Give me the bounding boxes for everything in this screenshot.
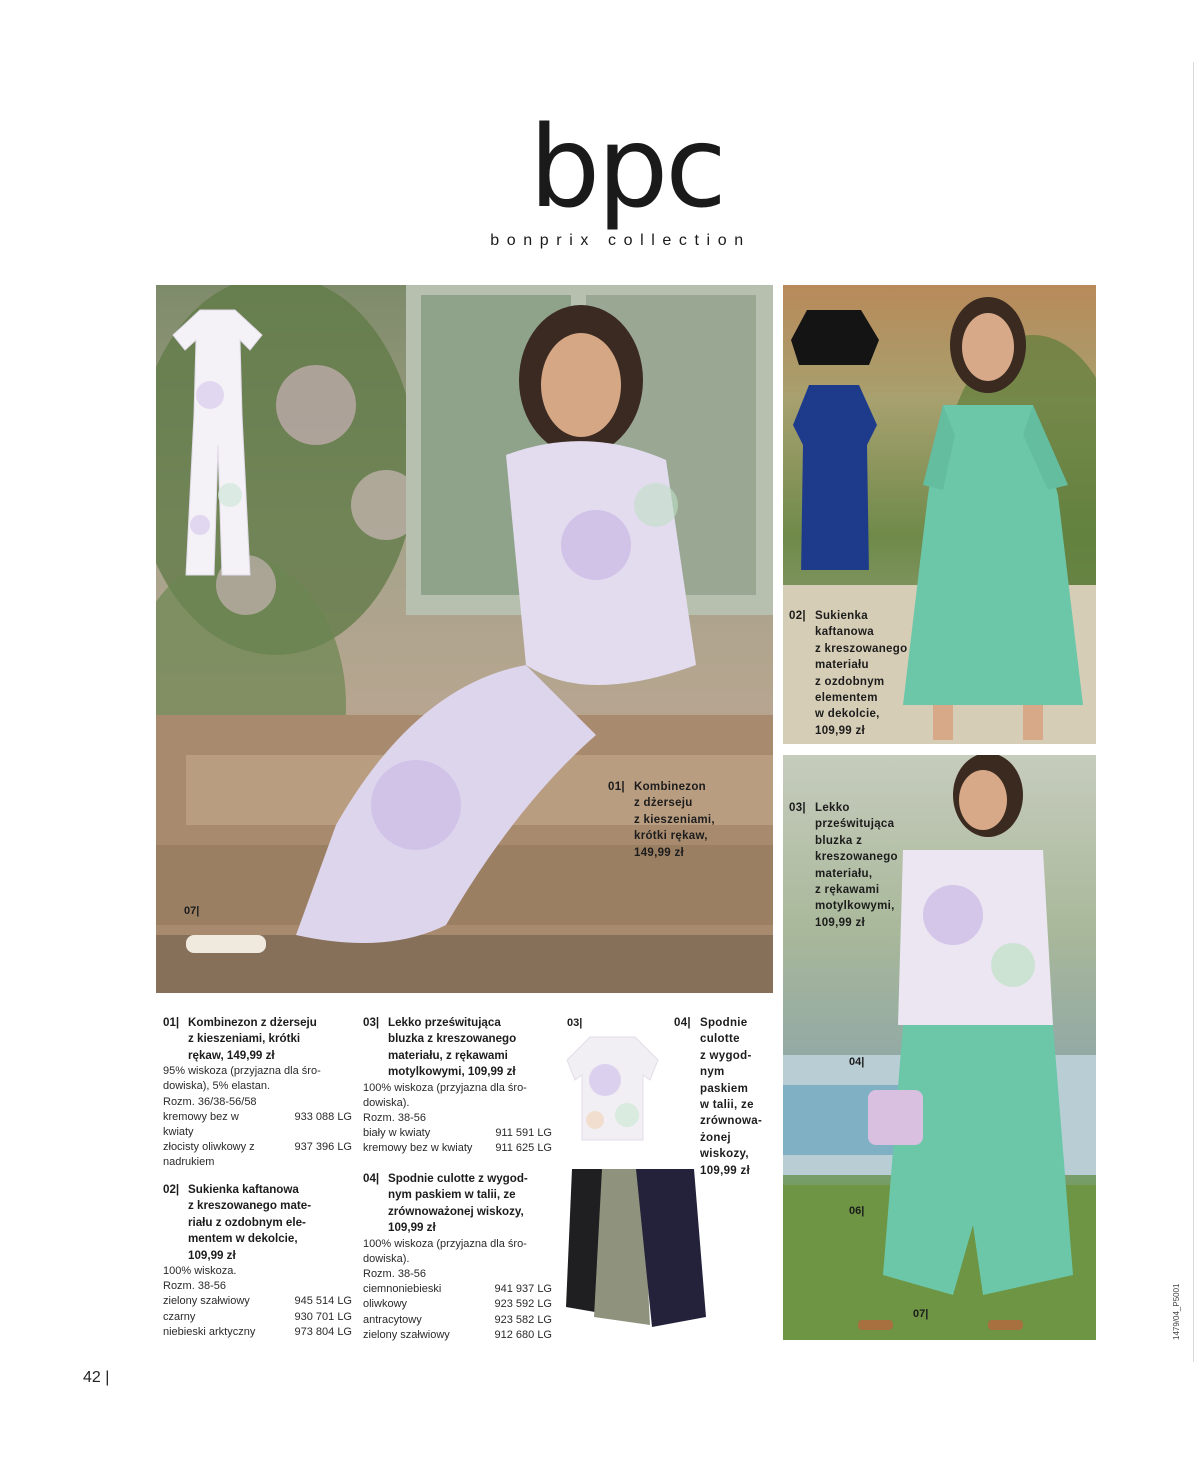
variant-row bbox=[163, 1294, 352, 1309]
brand-tagline: bonprix collection bbox=[490, 232, 751, 249]
photo-tag-07: 07| bbox=[913, 1308, 929, 1320]
product-description: 100% wiskoza (przyjazna dla śro- dowiska). Rozm. 38-56 bbox=[363, 1081, 527, 1125]
product-block-04 bbox=[363, 1171, 552, 1343]
variant-code: 923 592 LG bbox=[494, 1298, 552, 1311]
product-number: 02| bbox=[163, 1183, 180, 1196]
variant-row bbox=[163, 1110, 352, 1140]
variant-code: 937 396 LG bbox=[294, 1141, 352, 1154]
photo-tag-04: 04| bbox=[849, 1056, 865, 1068]
variant-code: 930 701 LG bbox=[294, 1310, 352, 1323]
product-title bbox=[163, 1015, 352, 1064]
variant-color: zielony szałwiowy bbox=[363, 1328, 450, 1341]
product-number: 03| bbox=[363, 1016, 380, 1029]
variant-color: złocisty oliwkowy z nadrukiem bbox=[163, 1141, 255, 1169]
variant-color: biały w kwiaty bbox=[363, 1127, 431, 1140]
product-title bbox=[363, 1171, 552, 1237]
variant-row bbox=[163, 1310, 352, 1325]
dress-photo bbox=[783, 285, 1096, 744]
variant-color: ciemnoniebieski bbox=[363, 1283, 442, 1296]
variant-color: antracytowy bbox=[363, 1313, 422, 1326]
product-title bbox=[363, 1015, 552, 1081]
variant-code: 933 088 LG bbox=[294, 1110, 352, 1123]
catalog-code: 1479/04_P5001 bbox=[1172, 1283, 1181, 1340]
product-block-02 bbox=[163, 1182, 352, 1340]
product-description: 95% wiskoza (przyjazna dla śro- dowiska), 5% elastan. Rozm. 36/38-56/58 bbox=[163, 1065, 321, 1108]
variant-code: 923 582 LG bbox=[494, 1313, 552, 1326]
variant-color: oliwkowy bbox=[363, 1298, 408, 1311]
label-text: Kombinezon z dżerseju z kieszeniami, krótki rękaw, 149,99 zł bbox=[634, 781, 715, 859]
variant-row bbox=[363, 1313, 552, 1328]
photo-label-02 bbox=[789, 608, 949, 739]
product-description: 100% wiskoza (przyjazna dla śro- dowiska). Rozm. 38-56 bbox=[363, 1237, 527, 1281]
blouse-culotte-photo bbox=[783, 755, 1096, 1340]
variant-code: 911 625 LG bbox=[495, 1142, 552, 1155]
label-number: 03| bbox=[789, 802, 806, 814]
variant-code: 911 591 LG bbox=[495, 1127, 552, 1140]
variant-code: 973 804 LG bbox=[294, 1325, 352, 1338]
product-title-text: Sukienka kaftanowa z kreszowanego mate- riału z ozdobnym ele- mentem w dekolcie, 109,99 zł bbox=[188, 1183, 312, 1262]
thumb-tag-03: 03| bbox=[567, 1017, 583, 1029]
product-number: 01| bbox=[163, 1016, 180, 1029]
dress-cutouts bbox=[789, 305, 881, 570]
product-title-text: Spodnie culotte z wygod- nym paskiem w talii, ze zrównoważonej wiskozy, 109,99 zł bbox=[388, 1172, 528, 1235]
variant-row bbox=[363, 1126, 552, 1141]
label-text: Sukienka kaftanowa z kreszowanego materiału z ozdobnym elementem w dekolcie, 109,99 zł bbox=[815, 610, 908, 737]
product-number: 04| bbox=[363, 1172, 380, 1185]
variant-row bbox=[163, 1325, 352, 1340]
product-block-03 bbox=[363, 1015, 552, 1157]
product-block-01 bbox=[163, 1015, 352, 1171]
label-text: Lekko prześwitująca bluzka z kreszowanego materiału, z rękawami motylkowymi, 109,99 zł bbox=[815, 802, 898, 929]
culotte-thumb-label bbox=[674, 1015, 784, 1179]
product-title bbox=[163, 1182, 352, 1264]
variant-code: 912 680 LG bbox=[494, 1328, 552, 1341]
variant-color: kremowy bez w kwiaty bbox=[363, 1142, 473, 1155]
variant-code: 945 514 LG bbox=[294, 1295, 352, 1308]
variant-row bbox=[363, 1328, 552, 1343]
label-text: Spodnie culotte z wygod- nym paskiem w talii, ze zrównowa- żonej wiskozy, 109,99 zł bbox=[700, 1017, 763, 1177]
variant-row bbox=[163, 1140, 352, 1170]
page-edge-rule bbox=[1193, 62, 1194, 1362]
product-description: 100% wiskoza. Rozm. 38-56 bbox=[163, 1265, 237, 1293]
photo-tag-07: 07| bbox=[184, 905, 200, 917]
variant-row bbox=[363, 1297, 552, 1312]
photo-label-01 bbox=[608, 779, 768, 861]
variant-code: 941 937 LG bbox=[494, 1283, 552, 1296]
product-title-text: Kombinezon z dżerseju z kieszeniami, krótki rękaw, 149,99 zł bbox=[188, 1016, 317, 1062]
variant-color: zielony szałwiowy bbox=[163, 1295, 250, 1308]
culotte-thumbnails bbox=[564, 1167, 709, 1327]
label-number: 02| bbox=[789, 610, 806, 622]
brand-logo: bpc bbox=[529, 103, 724, 233]
blouse-thumbnail bbox=[565, 1035, 660, 1145]
variant-color: czarny bbox=[163, 1310, 196, 1323]
photo-tag-06: 06| bbox=[849, 1205, 865, 1217]
photo-label-03 bbox=[789, 800, 959, 931]
variant-color: kremowy bez w kwiaty bbox=[163, 1110, 239, 1139]
jumpsuit-cutout bbox=[170, 305, 265, 580]
variant-row bbox=[363, 1282, 552, 1297]
variant-row bbox=[363, 1141, 552, 1156]
page-number: 42 | bbox=[83, 1369, 110, 1386]
main-photo-jumpsuit bbox=[156, 285, 773, 993]
label-number: 01| bbox=[608, 781, 625, 793]
product-title-text: Lekko prześwitująca bluzka z kreszowanego materiału, z rękawami motylkowymi, 109,99 zł bbox=[388, 1016, 517, 1079]
label-number: 04| bbox=[674, 1017, 691, 1029]
variant-color: niebieski arktyczny bbox=[163, 1325, 256, 1338]
